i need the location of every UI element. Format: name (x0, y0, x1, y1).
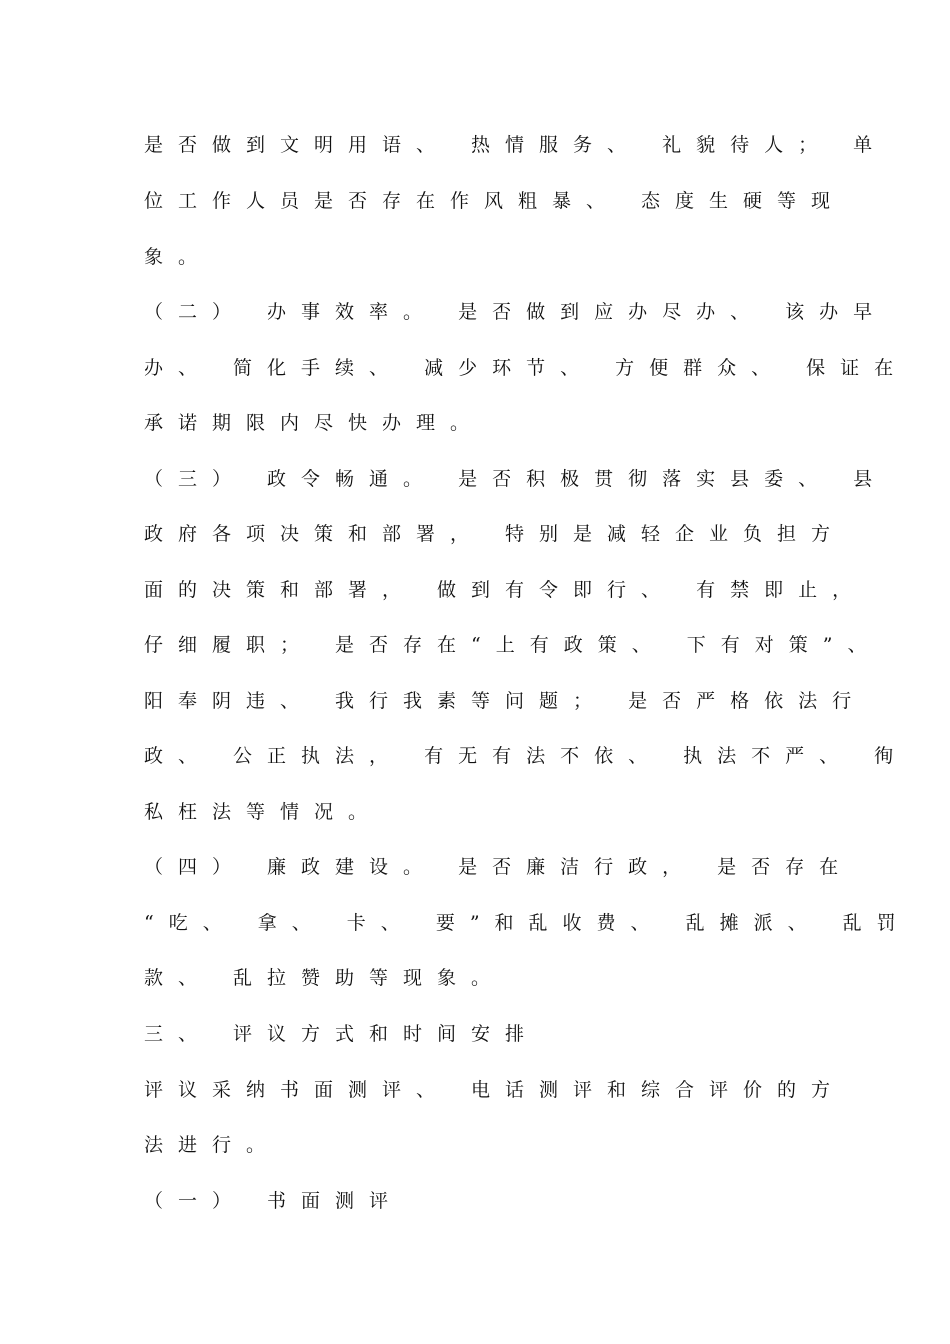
text-line: 款、 乱拉赞助等现象。 (144, 967, 506, 989)
text-line: 政、 公正执法， 有无有法不依、 执法不严、 徇 (144, 745, 909, 767)
text-line: 承诺期限内尽快办理。 (144, 412, 485, 434)
text-line: 办、 简化手续、 减少环节、 方便群众、 保证在 (144, 357, 909, 379)
text-line: 象。 (144, 246, 213, 268)
text-line: “吃、 拿、 卡、 要”和乱收费、 乱摊派、 乱罚 (144, 912, 911, 934)
section-heading: （三） 政令畅通。 是否积极贯彻落实县委、 县 (144, 468, 888, 490)
text-line: 是否做到文明用语、 热情服务、 礼貌待人； 单 (144, 134, 888, 156)
text-line: 位工作人员是否存在作风粗暴、 态度生硬等现 (144, 190, 846, 212)
text-line: 评议采纳书面测评、 电话测评和综合评价的方 (144, 1079, 846, 1101)
section-heading: 三、 评议方式和时间安排 (144, 1023, 540, 1045)
text-line: 阳奉阴违、 我行我素等问题； 是否严格依法行 (144, 690, 867, 712)
section-heading: （四） 廉政建设。 是否廉洁行政， 是否存在 (144, 856, 854, 878)
section-heading: （二） 办事效率。 是否做到应办尽办、 该办早 (144, 301, 888, 323)
section-heading: （一） 书面测评 (144, 1190, 404, 1212)
text-line: 私枉法等情况。 (144, 801, 383, 823)
text-line: 面的决策和部署， 做到有令即行、 有禁即止， (144, 579, 867, 601)
text-line: 政府各项决策和部署， 特别是减轻企业负担方 (144, 523, 846, 545)
text-line: 仔细履职； 是否存在“上有政策、 下有对策”、 (144, 634, 882, 656)
text-line: 法进行。 (144, 1134, 281, 1156)
